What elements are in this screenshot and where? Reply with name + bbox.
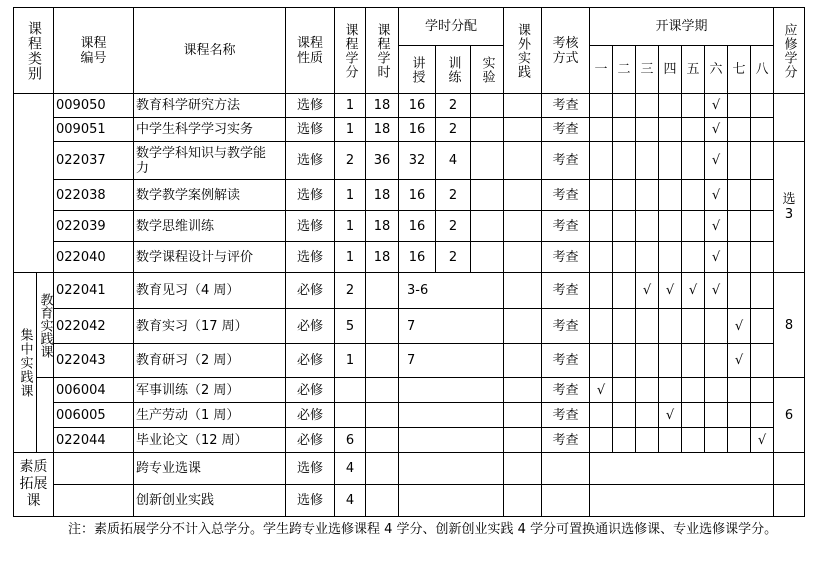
course-hours: 18	[366, 94, 399, 118]
header-semester: 开课学期	[590, 8, 774, 46]
semester-check: √	[659, 403, 682, 428]
header-name: 课程名称	[134, 8, 286, 94]
header-code: 课程编号	[54, 8, 134, 94]
header-sem-5: 五	[682, 46, 705, 94]
group-practice-inner-empty	[37, 378, 54, 453]
course-nature: 选修	[286, 180, 335, 211]
semester-check: √	[682, 273, 705, 309]
course-name: 中学生科学学习实务	[134, 118, 286, 142]
course-exam: 考查	[542, 273, 590, 309]
course-exam: 考查	[542, 118, 590, 142]
course-lecture: 16	[399, 118, 436, 142]
table-row	[14, 118, 805, 142]
table-row	[14, 428, 805, 453]
course-name: 数学课程设计与评价	[134, 242, 286, 273]
header-sem-3: 三	[636, 46, 659, 94]
course-table	[13, 7, 805, 517]
course-nature: 必修	[286, 309, 335, 344]
course-hours: 18	[366, 242, 399, 273]
course-exam: 考查	[542, 211, 590, 242]
course-exam: 考查	[542, 403, 590, 428]
table-row	[14, 309, 805, 344]
course-name: 教育科学研究方法	[134, 94, 286, 118]
course-nature: 选修	[286, 242, 335, 273]
table-row	[14, 344, 805, 378]
group-practice-outer: 集中实践课	[14, 273, 37, 453]
course-code: 022038	[54, 180, 134, 211]
course-code: 022043	[54, 344, 134, 378]
course-lecture: 16	[399, 94, 436, 118]
semester-check: √	[705, 242, 728, 273]
course-credit: 4	[335, 453, 366, 485]
header-credit: 课程学分	[335, 8, 366, 94]
course-extra	[504, 94, 542, 118]
table-row	[14, 273, 805, 309]
required-credit-other-practice: 6	[774, 378, 805, 453]
table-row	[14, 142, 805, 180]
course-nature: 选修	[286, 211, 335, 242]
course-name: 教育研习（2 周）	[134, 344, 286, 378]
header-sem-8: 八	[751, 46, 774, 94]
course-lecture: 16	[399, 211, 436, 242]
course-credit: 1	[335, 94, 366, 118]
course-credit: 1	[335, 344, 366, 378]
course-lecture: 7	[399, 344, 504, 378]
course-exam: 考查	[542, 378, 590, 403]
course-credit: 4	[335, 485, 366, 517]
course-code: 022037	[54, 142, 134, 180]
course-credit: 2	[335, 142, 366, 180]
course-exam: 考查	[542, 94, 590, 118]
course-nature: 必修	[286, 344, 335, 378]
course-code: 006004	[54, 378, 134, 403]
semester-check: √	[705, 118, 728, 142]
course-credit: 1	[335, 242, 366, 273]
course-exam: 考查	[542, 242, 590, 273]
course-exam: 考查	[542, 142, 590, 180]
course-name: 数学教学案例解读	[134, 180, 286, 211]
course-code: 022039	[54, 211, 134, 242]
semester-check: √	[659, 273, 682, 309]
course-exam: 考查	[542, 428, 590, 453]
table-row	[14, 378, 805, 403]
course-lecture: 7	[399, 309, 504, 344]
semester-check: √	[636, 273, 659, 309]
course-lecture: 32	[399, 142, 436, 180]
semester-check: √	[751, 428, 774, 453]
course-nature: 选修	[286, 453, 335, 485]
course-name: 生产劳动（1 周）	[134, 403, 286, 428]
semester-check: √	[705, 180, 728, 211]
header-required-credit: 应修学分	[774, 8, 805, 94]
course-hours: 18	[366, 211, 399, 242]
header-sem-4: 四	[659, 46, 682, 94]
course-nature: 选修	[286, 485, 335, 517]
course-hours: 18	[366, 118, 399, 142]
required-credit-elective: 选3	[774, 142, 805, 273]
semester-check: √	[705, 273, 728, 309]
course-nature: 选修	[286, 94, 335, 118]
group-practice-inner: 教育实践课	[37, 273, 54, 378]
course-name: 数学学科知识与教学能力	[134, 142, 286, 180]
header-extra: 课外实践	[504, 8, 542, 94]
course-lecture: 16	[399, 242, 436, 273]
course-credit: 6	[335, 428, 366, 453]
header-sem-7: 七	[728, 46, 751, 94]
footnote: 注：素质拓展学分不计入总学分。学生跨专业选修课程 4 学分、创新创业实践 4 学分可置换通识选修课、专业选修课学分。	[68, 522, 778, 537]
table-row	[14, 94, 805, 118]
course-code: 009050	[54, 94, 134, 118]
course-nature: 必修	[286, 403, 335, 428]
table-row	[14, 485, 805, 517]
course-lecture: 3-6	[399, 273, 504, 309]
course-nature: 必修	[286, 273, 335, 309]
table-row	[14, 242, 805, 273]
course-lab	[471, 94, 504, 118]
category-cell-empty	[14, 94, 54, 273]
table-row	[14, 211, 805, 242]
header-training: 训练	[436, 46, 471, 94]
table-row	[14, 453, 805, 485]
course-credit: 1	[335, 180, 366, 211]
semester-check: √	[705, 94, 728, 118]
course-code: 022041	[54, 273, 134, 309]
course-hours: 36	[366, 142, 399, 180]
course-name: 创新创业实践	[134, 485, 286, 517]
course-training: 2	[436, 118, 471, 142]
course-name: 跨专业选课	[134, 453, 286, 485]
course-training: 2	[436, 211, 471, 242]
header-category: 课程类别	[14, 8, 54, 94]
course-training: 2	[436, 242, 471, 273]
table-row	[14, 180, 805, 211]
course-code: 009051	[54, 118, 134, 142]
course-nature: 选修	[286, 118, 335, 142]
course-training: 2	[436, 94, 471, 118]
course-name: 毕业论文（12 周）	[134, 428, 286, 453]
semester-check: √	[728, 344, 751, 378]
semester-check: √	[705, 142, 728, 180]
header-sem-2: 二	[613, 46, 636, 94]
table-row	[14, 403, 805, 428]
semester-check: √	[590, 378, 613, 403]
header-lecture: 讲授	[399, 46, 436, 94]
header-hours: 课程学时	[366, 8, 399, 94]
header-exam: 考核方式	[542, 8, 590, 94]
course-credit: 1	[335, 211, 366, 242]
course-exam: 考查	[542, 180, 590, 211]
semester-check: √	[728, 309, 751, 344]
course-exam: 考查	[542, 309, 590, 344]
course-code: 022040	[54, 242, 134, 273]
course-nature: 必修	[286, 378, 335, 403]
course-nature: 必修	[286, 428, 335, 453]
header-sem-6: 六	[705, 46, 728, 94]
course-exam: 考查	[542, 344, 590, 378]
course-name: 数学思维训练	[134, 211, 286, 242]
course-credit: 5	[335, 309, 366, 344]
course-credit: 1	[335, 118, 366, 142]
course-code: 006005	[54, 403, 134, 428]
course-name: 军事训练（2 周）	[134, 378, 286, 403]
required-credit-education-practice: 8	[774, 273, 805, 378]
header-lab: 实验	[471, 46, 504, 94]
header-sem-1: 一	[590, 46, 613, 94]
course-training: 4	[436, 142, 471, 180]
group-quality: 素质拓展课	[14, 453, 54, 517]
course-code: 022044	[54, 428, 134, 453]
course-nature: 选修	[286, 142, 335, 180]
course-hours	[366, 273, 399, 309]
course-training: 2	[436, 180, 471, 211]
course-name: 教育实习（17 周）	[134, 309, 286, 344]
header-distribution: 学时分配	[399, 8, 504, 46]
semester-check: √	[705, 211, 728, 242]
course-hours: 18	[366, 180, 399, 211]
course-code: 022042	[54, 309, 134, 344]
course-lecture: 16	[399, 180, 436, 211]
course-name: 教育见习（4 周）	[134, 273, 286, 309]
header-nature: 课程性质	[286, 8, 335, 94]
required-credit-empty	[774, 94, 805, 142]
course-credit: 2	[335, 273, 366, 309]
